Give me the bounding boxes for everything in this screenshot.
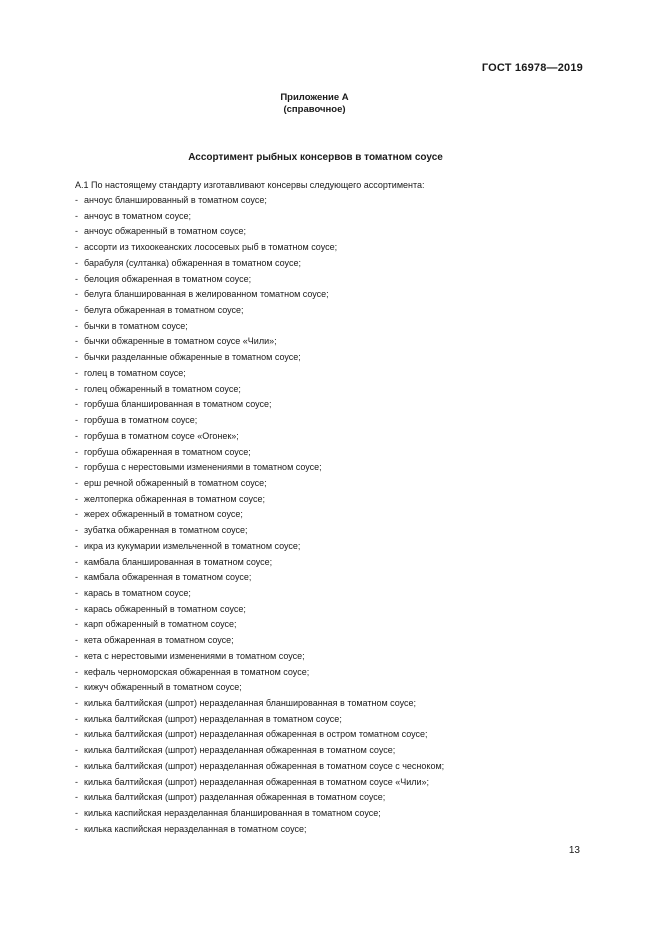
list-bullet: - — [75, 729, 78, 740]
list-item — [75, 618, 444, 634]
list-bullet: - — [75, 666, 78, 677]
list-item-text: икра из кукумарии измельченной в томатном соусе; — [84, 540, 301, 551]
list-item-text: килька каспийская неразделанная в томатном соусе; — [84, 823, 307, 834]
list-bullet: - — [75, 399, 78, 410]
list-item — [75, 791, 444, 807]
list-item — [75, 681, 444, 697]
list-item — [75, 241, 444, 257]
list-item-text: камбала обжаренная в томатном соусе; — [84, 572, 252, 583]
list-item — [75, 446, 444, 462]
list-item — [75, 823, 444, 839]
list-item-text: ерш речной обжаренный в томатном соусе; — [84, 477, 267, 488]
list-item-text: карась обжаренный в томатном соусе; — [84, 603, 246, 614]
list-bullet: - — [75, 446, 78, 457]
list-bullet: - — [75, 367, 78, 378]
list-item — [75, 304, 444, 320]
list-item — [75, 194, 444, 210]
list-item-text: бычки обжаренные в томатном соусе «Чили»; — [84, 336, 277, 347]
list-bullet: - — [75, 289, 78, 300]
list-item — [75, 383, 444, 399]
list-item-text: килька балтийская (шпрот) неразделанная обжаренная в томатном соусе «Чили»; — [84, 776, 430, 787]
list-item — [75, 288, 444, 304]
list-item — [75, 666, 444, 682]
list-item-text: горбуша в томатном соусе; — [84, 415, 198, 426]
page-number: 13 — [568, 845, 580, 856]
list-item — [75, 508, 444, 524]
list-bullet: - — [75, 320, 78, 331]
list-item-text: килька балтийская (шпрот) неразделанная обжаренная в остром томатном соусе; — [84, 729, 428, 740]
list-item-text: желтоперка обжаренная в томатном соусе; — [84, 493, 265, 504]
list-bullet: - — [75, 760, 78, 771]
list-item — [75, 571, 444, 587]
list-bullet: - — [75, 226, 78, 237]
list-item-text: белоция обжаренная в томатном соусе; — [84, 273, 252, 284]
list-bullet: - — [75, 556, 78, 567]
list-item — [75, 351, 444, 367]
section-title: Ассортимент рыбных консервов в томатном соусе — [188, 152, 443, 163]
list-item — [75, 776, 444, 792]
list-bullet: - — [75, 587, 78, 598]
list-item-text: белуга бланшированная в желированном томатном соусе; — [84, 289, 329, 300]
list-bullet: - — [75, 650, 78, 661]
list-item-text: килька балтийская (шпрот) неразделанная обжаренная в томатном соусе с чесноком; — [84, 760, 445, 771]
list-item-text: барабуля (султанка) обжаренная в томатном соусе; — [84, 257, 301, 268]
list-item — [75, 697, 444, 713]
list-item — [75, 807, 444, 823]
list-item — [75, 225, 444, 241]
list-bullet: - — [75, 242, 78, 253]
list-item — [75, 760, 444, 776]
list-bullet: - — [75, 698, 78, 708]
list-item — [75, 556, 444, 572]
list-item-text: горбуша обжаренная в томатном соусе; — [84, 446, 251, 457]
list-item — [75, 634, 444, 650]
list-item — [75, 461, 444, 477]
list-item — [75, 257, 444, 273]
list-item-text: камбала бланшированная в томатном соусе; — [84, 556, 273, 567]
list-item-text: горбуша с нерестовыми изменениями в томатном соусе; — [84, 462, 322, 473]
list-item-text: килька каспийская неразделанная бланшированная в томатном соусе; — [84, 808, 381, 819]
list-item — [75, 650, 444, 666]
list-item-text: белуга обжаренная в томатном соусе; — [84, 305, 244, 316]
list-item-text: карась в томатном соусе; — [84, 587, 191, 598]
list-item — [75, 210, 444, 226]
list-item-text: килька балтийская (шпрот) неразделанная в томатном соусе; — [84, 713, 342, 724]
list-item — [75, 477, 444, 493]
list-item — [75, 744, 444, 760]
list-item-text: голец обжаренный в томатном соусе; — [84, 383, 241, 394]
list-bullet: - — [75, 477, 78, 488]
list-bullet: - — [75, 509, 78, 520]
list-bullet: - — [75, 713, 78, 724]
list-bullet: - — [75, 540, 78, 551]
list-bullet: - — [75, 430, 78, 441]
list-item-text: кефаль черноморская обжаренная в томатном соусе; — [84, 666, 310, 677]
appendix-subtitle: (справочное) — [283, 104, 346, 115]
list-bullet: - — [75, 635, 78, 646]
list-item-text: бычки в томатном соусе; — [84, 320, 188, 331]
list-bullet: - — [75, 415, 78, 426]
list-item-text: ассорти из тихоокеанских лососевых рыб в томатном соусе; — [84, 242, 338, 253]
list-bullet: - — [75, 493, 78, 504]
list-bullet: - — [75, 572, 78, 583]
list-item-text: горбуша бланшированная в томатном соусе; — [84, 399, 272, 410]
list-item-text: килька балтийская (шпрот) разделанная обжаренная в томатном соусе; — [84, 792, 386, 803]
list-item — [75, 414, 444, 430]
appendix-title: Приложение А — [280, 92, 349, 103]
list-bullet: - — [75, 682, 78, 693]
list-item-text: кижуч обжаренный в томатном соусе; — [84, 682, 242, 693]
list-item — [75, 398, 444, 414]
list-bullet: - — [75, 808, 78, 819]
list-bullet: - — [75, 273, 78, 284]
list-bullet: - — [75, 792, 78, 803]
list-bullet: - — [75, 776, 78, 787]
list-item-text: анчоус в томатном соусе; — [84, 210, 191, 221]
list-item — [75, 524, 444, 540]
list-bullet: - — [75, 745, 78, 756]
list-item-text: зубатка обжаренная в томатном соусе; — [84, 525, 248, 536]
list-bullet: - — [75, 210, 78, 221]
list-bullet: - — [75, 383, 78, 394]
list-item — [75, 273, 444, 289]
assortment-list — [75, 194, 444, 838]
list-item — [75, 493, 444, 509]
list-item-text: килька балтийская (шпрот) неразделанная обжаренная в томатном соусе; — [84, 745, 396, 756]
list-bullet: - — [75, 823, 78, 834]
list-item — [75, 367, 444, 383]
list-item — [75, 540, 444, 556]
list-bullet: - — [75, 525, 78, 536]
list-item — [75, 713, 444, 729]
list-item-text: анчоус обжаренный в томатном соусе; — [84, 226, 246, 237]
list-item-text: горбуша в томатном соусе «Огонек»; — [84, 430, 239, 441]
list-bullet: - — [75, 603, 78, 614]
list-item-text: килька балтийская (шпрот) неразделанная бланшированная в томатном соусе; — [84, 698, 417, 708]
list-item — [75, 587, 444, 603]
list-item — [75, 603, 444, 619]
list-item-text: бычки разделанные обжаренные в томатном соусе; — [84, 352, 301, 363]
list-item-text: жерех обжаренный в томатном соусе; — [84, 509, 243, 520]
list-bullet: - — [75, 462, 78, 473]
list-bullet: - — [75, 619, 78, 630]
list-bullet: - — [75, 195, 78, 205]
list-item-text: анчоус бланшированный в томатном соусе; — [84, 195, 267, 205]
list-item — [75, 430, 444, 446]
standard-number: ГОСТ 16978—2019 — [481, 62, 583, 74]
list-bullet: - — [75, 336, 78, 347]
list-item-text: карп обжаренный в томатном соусе; — [84, 619, 237, 630]
list-item-text: кета с нерестовыми изменениями в томатном соусе; — [84, 650, 305, 661]
list-item-text: кета обжаренная в томатном соусе; — [84, 635, 234, 646]
list-bullet: - — [75, 257, 78, 268]
list-item — [75, 320, 444, 336]
list-item-text: голец в томатном соусе; — [84, 367, 186, 378]
list-item — [75, 728, 444, 744]
list-bullet: - — [75, 305, 78, 316]
intro-paragraph: А.1 По настоящему стандарту изготавливают консервы следующего ассортимента: — [75, 180, 425, 190]
list-item — [75, 335, 444, 351]
list-bullet: - — [75, 352, 78, 363]
